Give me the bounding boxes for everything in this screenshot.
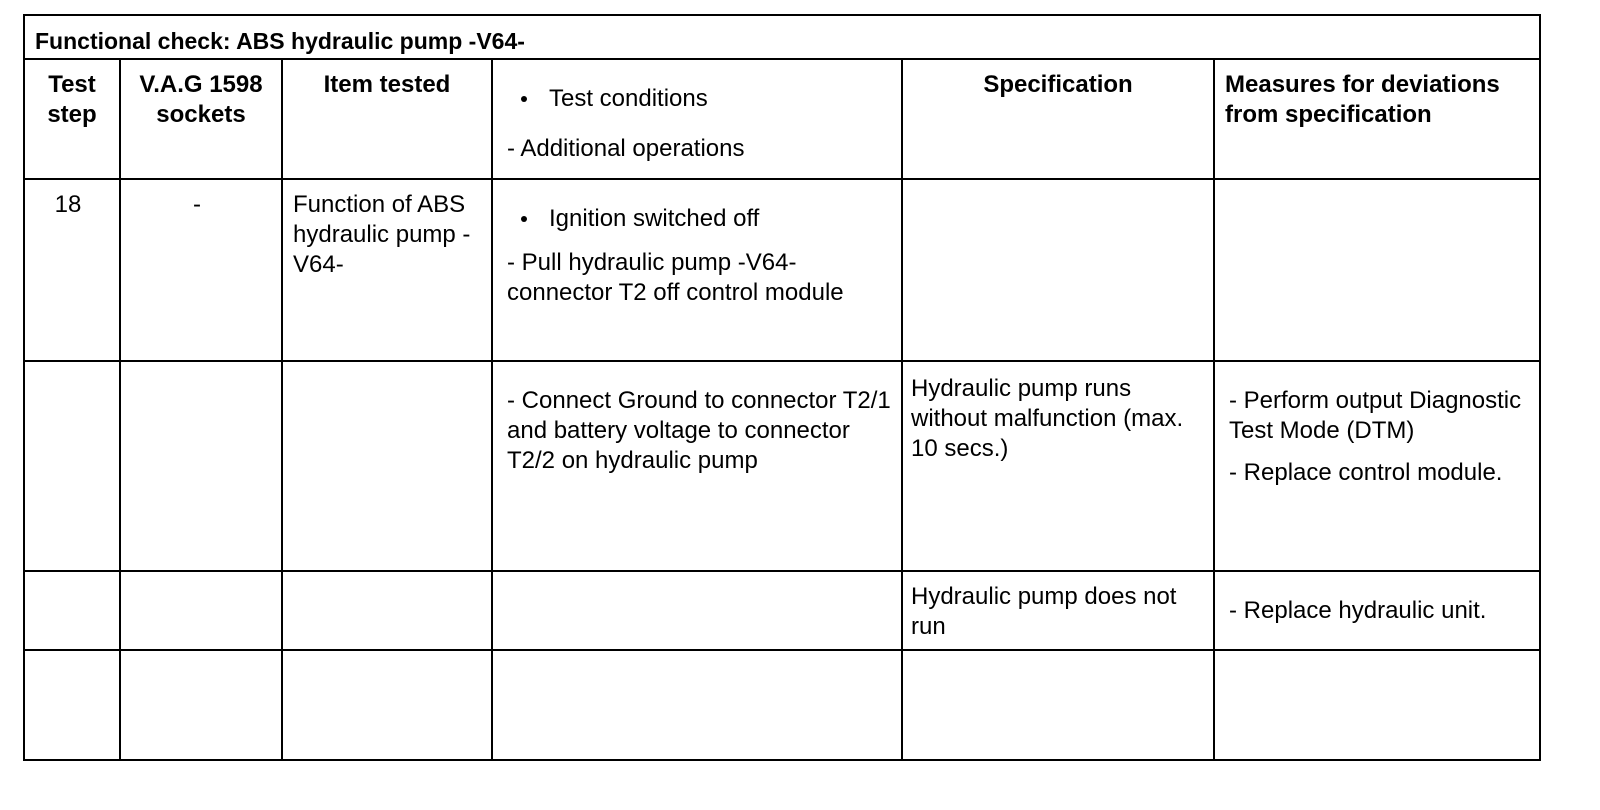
empty-cell (1214, 650, 1540, 760)
row-test-condition: Ignition switched off (549, 205, 760, 232)
empty-cell (282, 650, 492, 760)
table-row (24, 179, 1540, 361)
table-row (24, 571, 1540, 650)
functional-check-table (23, 14, 1541, 761)
row-operation: - Pull hydraulic pump -V64- connector T2 off control module (507, 249, 844, 306)
row-item-tested (282, 361, 492, 571)
header-item-tested: Item tested (282, 59, 492, 179)
header-measures: Measures for deviations from specification (1214, 59, 1540, 179)
empty-cell (492, 650, 902, 760)
row-measure-1: - Replace hydraulic unit. (1229, 597, 1487, 624)
table-row-empty (24, 650, 1540, 760)
row-measure-1: - Perform output Diagnostic Test Mode (DTM) (1229, 387, 1522, 444)
row-operation: - Connect Ground to connector T2/1 and battery voltage to connector T2/2 on hydraulic pump (507, 387, 891, 474)
row-sockets (120, 361, 282, 571)
table-title: Functional check: ABS hydraulic pump -V64- (24, 15, 1540, 59)
header-additional-operations: - Additional operations (507, 135, 745, 162)
row-specification: Hydraulic pump does not run (902, 571, 1214, 650)
bullet-icon (521, 216, 527, 222)
row-sockets: - (120, 179, 282, 361)
header-test-conditions: Test conditions (549, 85, 708, 112)
empty-cell (902, 650, 1214, 760)
row-measures (1214, 179, 1540, 361)
row-conditions (492, 361, 902, 571)
bullet-icon (521, 96, 527, 102)
empty-cell (24, 650, 120, 760)
row-measures (1214, 361, 1540, 571)
table-row (24, 361, 1540, 571)
row-item-tested: Function of ABS hydraulic pump -V64- (282, 179, 492, 361)
header-sockets: V.A.G 1598 sockets (120, 59, 282, 179)
row-sockets (120, 571, 282, 650)
row-step: 18 (24, 179, 120, 361)
header-specification: Specification (902, 59, 1214, 179)
header-row (24, 59, 1540, 179)
header-conditions (492, 59, 902, 179)
row-specification (902, 179, 1214, 361)
row-measure-2: - Replace control module. (1229, 459, 1503, 486)
row-item-tested (282, 571, 492, 650)
row-specification: Hydraulic pump runs without malfunction (max. 10 secs.) (902, 361, 1214, 571)
row-step (24, 571, 120, 650)
empty-cell (120, 650, 282, 760)
row-conditions (492, 179, 902, 361)
row-operation (492, 571, 902, 650)
header-test-step: Test step (24, 59, 120, 179)
row-step (24, 361, 120, 571)
row-measures (1214, 571, 1540, 650)
